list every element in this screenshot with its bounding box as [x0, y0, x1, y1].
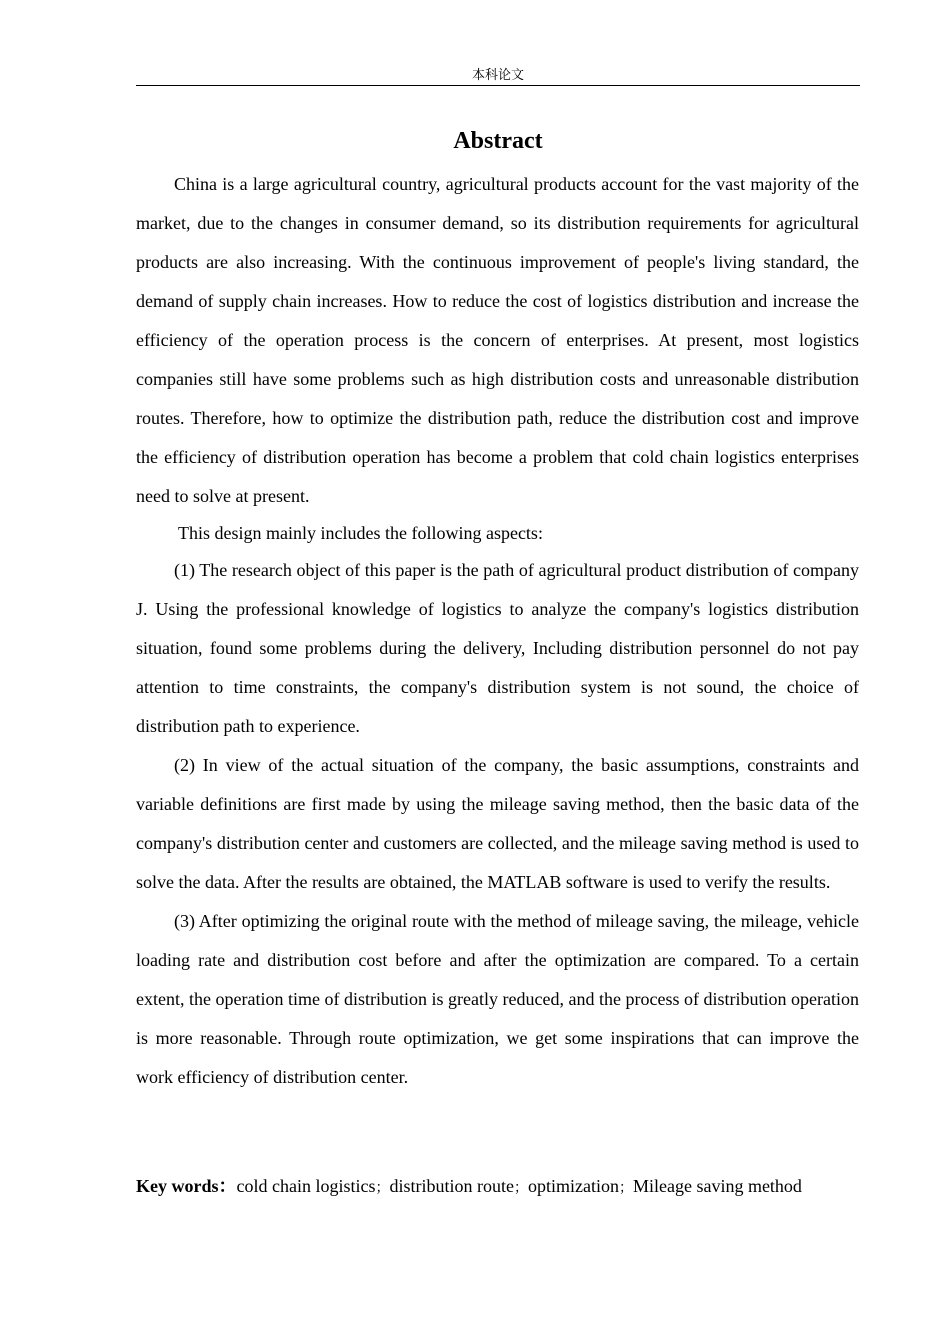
- keyword-item: optimization: [527, 1176, 619, 1196]
- abstract-paragraph-intro: China is a large agricultural country, agricultural products account for the vast majority of the market, due to the changes in consumer demand, so its distribution requirements for agricultural products are also increasing. With the continuous improvement of people's living standard, the demand of supply chain increases. How to reduce the cost of logistics distribution and increase the efficiency of the operation process is the concern of enterprises. At present, most logistics companies still have some problems such as high distribution costs and unreasonable distribution routes. Therefore, how to optimize the distribution path, reduce the distribution cost and improve the efficiency of distribution operation has become a problem that cold chain logistics enterprises need to solve at present.: [136, 174, 859, 506]
- keyword-item: cold chain logistics: [236, 1176, 376, 1196]
- abstract-paragraph-aspects: This design mainly includes the following aspects:: [178, 523, 543, 543]
- abstract-paragraph-point-3: (3) After optimizing the original route with the method of mileage saving, the mileage, vehicle loading rate and distribution cost before and after the optimization are compared. To a certain extent, the operation time of distribution is greatly reduced, and the process of distribution operation is more reasonable. Through route optimization, we get some inspirations that can improve the work efficiency of distribution center.: [136, 911, 859, 1087]
- keywords-line: [136, 1172, 860, 1202]
- keyword-item: distribution route: [389, 1176, 514, 1196]
- keyword-separator: ；: [375, 1180, 390, 1196]
- running-header: 本科论文: [471, 68, 524, 83]
- keyword-separator: ；: [513, 1180, 528, 1196]
- abstract-paragraph-point-1: (1) The research object of this paper is the path of agricultural product distribution of company J. Using the professional knowledge of logistics to analyze the company's logistics distribution situation, found some problems during the delivery, Including distribution personnel do not pay attention to time constraints, the company's distribution system is not sound, the choice of distribution path to experience.: [136, 560, 859, 736]
- abstract-body: [136, 165, 859, 1097]
- keyword-separator: ；: [618, 1180, 633, 1196]
- keyword-item: Mileage saving method: [632, 1176, 802, 1196]
- keywords-label: Key words：: [136, 1176, 237, 1196]
- abstract-paragraph-point-2: (2) In view of the actual situation of the company, the basic assumptions, constraints and variable definitions are first made by using the mileage saving method, then the basic data of the company's distribution center and customers are collected, and the mileage saving method is used to solve the data. After the results are obtained, the MATLAB software is used to verify the results.: [136, 755, 859, 892]
- header-rule: [136, 85, 860, 86]
- abstract-title: Abstract: [453, 128, 543, 154]
